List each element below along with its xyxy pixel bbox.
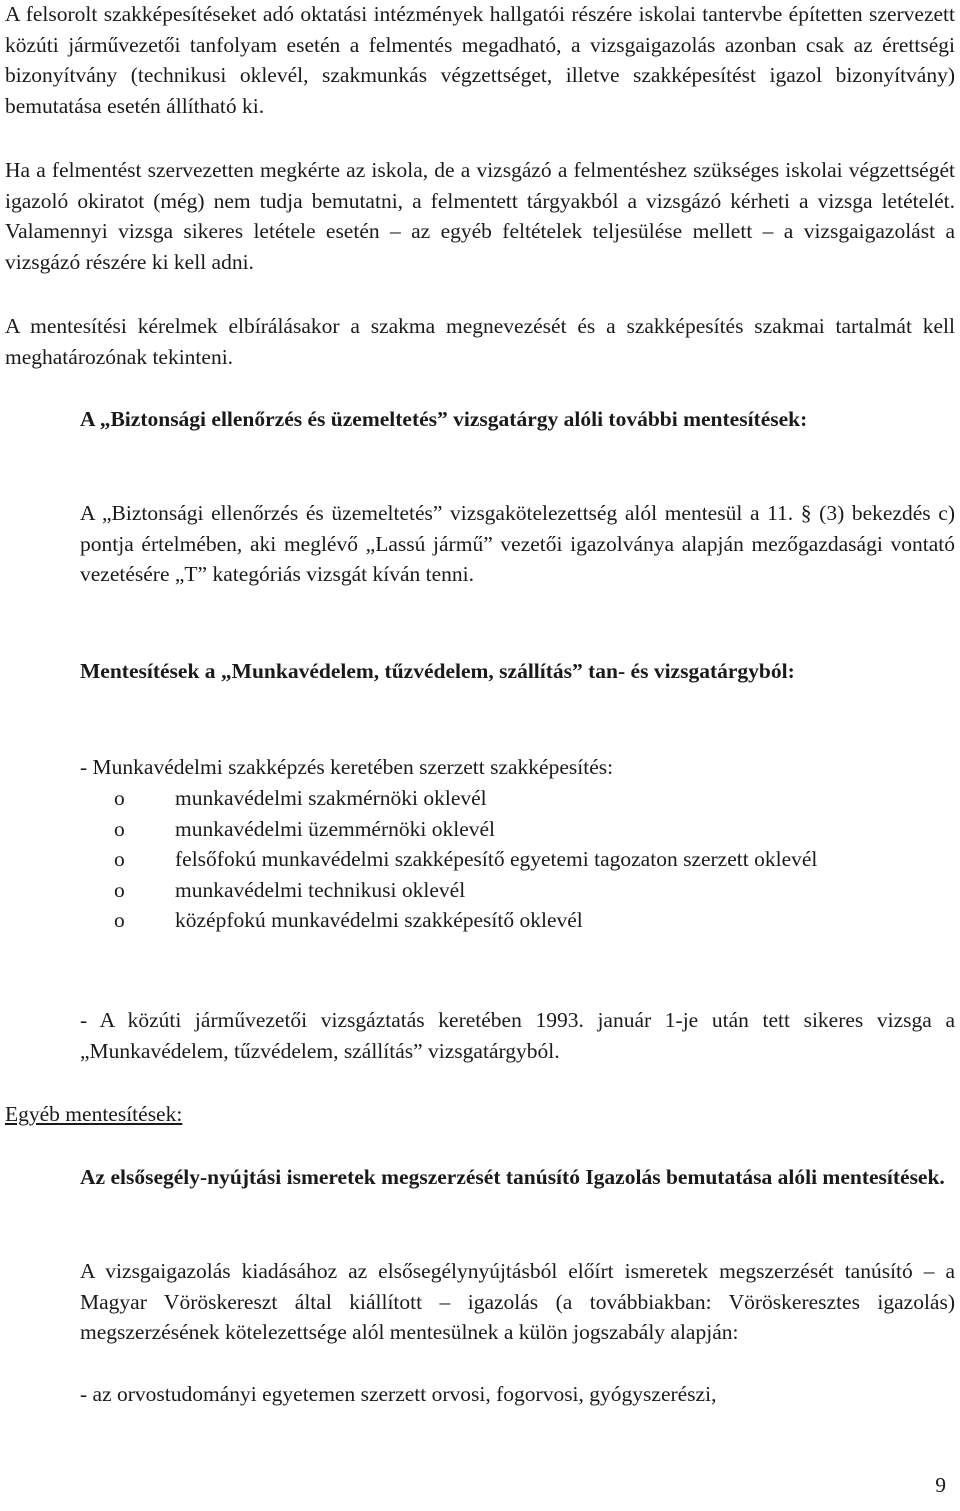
bullet-marker: o — [114, 816, 125, 841]
munkavedelem-intro: - Munkavédelmi szakképzés keretében szerzett szakképesítés: — [80, 755, 614, 779]
list-item: o munkavédelmi üzemmérnöki oklevél — [80, 814, 960, 845]
paragraph-exemption-request: Ha a felmentést szervezetten megkérte az iskola, de a vizsgázó a felmentéshez szükséges iskolai végzettségét igazoló okiratot (még) nem tudja bemutatni, a felmentett tárgyakból a vizsgázó kérheti a vizsga letételét. Valamennyi vizsga sikeres letétele esetén – az egyéb feltételek teljesülése mellett – a vizsgaigazolást a vizsgázó részére ki kell adni. — [5, 158, 955, 274]
list-item: o felsőfokú munkavédelmi szakképesítő egyetemi tagozaton szerzett oklevél — [80, 844, 960, 875]
bullet-marker: o — [114, 908, 125, 932]
page-number: 9 — [935, 1473, 946, 1497]
list-item: o munkavédelmi szakmérnöki oklevél — [80, 783, 960, 814]
paragraph-elsosegely-exemption: A vizsgaigazolás kiadásához az elsősegélynyújtásból előírt ismeretek megszerzését tanúsító – a Magyar Vöröskereszt által kiállított – igazolás (a továbbiakban: Vöröskeresztes igazolás) megszerzésének kötelezettsége alól mentesülnek a külön jogszabály alapján: — [80, 1259, 955, 1344]
bullet-marker: o — [114, 847, 125, 871]
list-item: o középfokú munkavédelmi szakképesítő oklevél — [80, 905, 960, 936]
bullet-marker: o — [114, 877, 125, 902]
paragraph-exemption-schools: A felsorolt szakképesítéseket adó oktatási intézmények hallgatói részére iskolai tantervbe építetten szervezett közúti járművezetői tanfolyam esetén a felmentés megadható, a vizsgaigazolás azonban csak az érettségi bizonyítvány (technikusi oklevél, szakmunkás végzettséget, illetve szakképesítést igazol bizonyítvány) bemutatása esetén állítható ki. — [5, 2, 955, 118]
paragraph-munkavedelem-exam: - A közúti járművezetői vizsgáztatás keretében 1993. január 1-je után tett sikeres vizsga a „Munkavédelem, tűzvédelem, szállítás” vizsgatárgyból. — [80, 1008, 955, 1063]
list-item: o munkavédelmi technikusi oklevél — [80, 875, 960, 906]
heading-biztonsagi: A „Biztonsági ellenőrzés és üzemeltetés” vizsgatárgy alóli további mentesítések: — [80, 407, 808, 431]
heading-munkavedelem: Mentesítések a „Munkavédelem, tűzvédelem, szállítás” tan- és vizsgatárgyból: — [80, 659, 795, 683]
exemption-list-item: - az orvostudományi egyetemen szerzett orvosi, fogorvosi, gyógyszerészi, — [80, 1382, 717, 1406]
munkavedelem-qualification-list — [80, 783, 960, 936]
paragraph-biztonsagi-exemption: A „Biztonsági ellenőrzés és üzemeltetés” vizsgakötelezettség alól mentesül a 11. § (3) bekezdés c) pontja értelmében, aki meglévő „Lassú jármű” vezetői igazolványa alapján mezőgazdasági vontató vezetésére „T” kategóriás vizsgát kíván tenni. — [80, 501, 955, 586]
paragraph-evaluation-criteria: A mentesítési kérelmek elbírálásakor a szakma megnevezését és a szakképesítés szakmai tartalmát kell meghatározónak tekinteni. — [5, 314, 955, 369]
heading-elsosegely: Az elsősegély-nyújtási ismeretek megszerzését tanúsító Igazolás bemutatása alóli mentesítések. — [80, 1165, 945, 1189]
bullet-marker: o — [114, 786, 125, 810]
heading-egyeb-mentesitesek: Egyéb mentesítések: — [5, 1102, 183, 1126]
